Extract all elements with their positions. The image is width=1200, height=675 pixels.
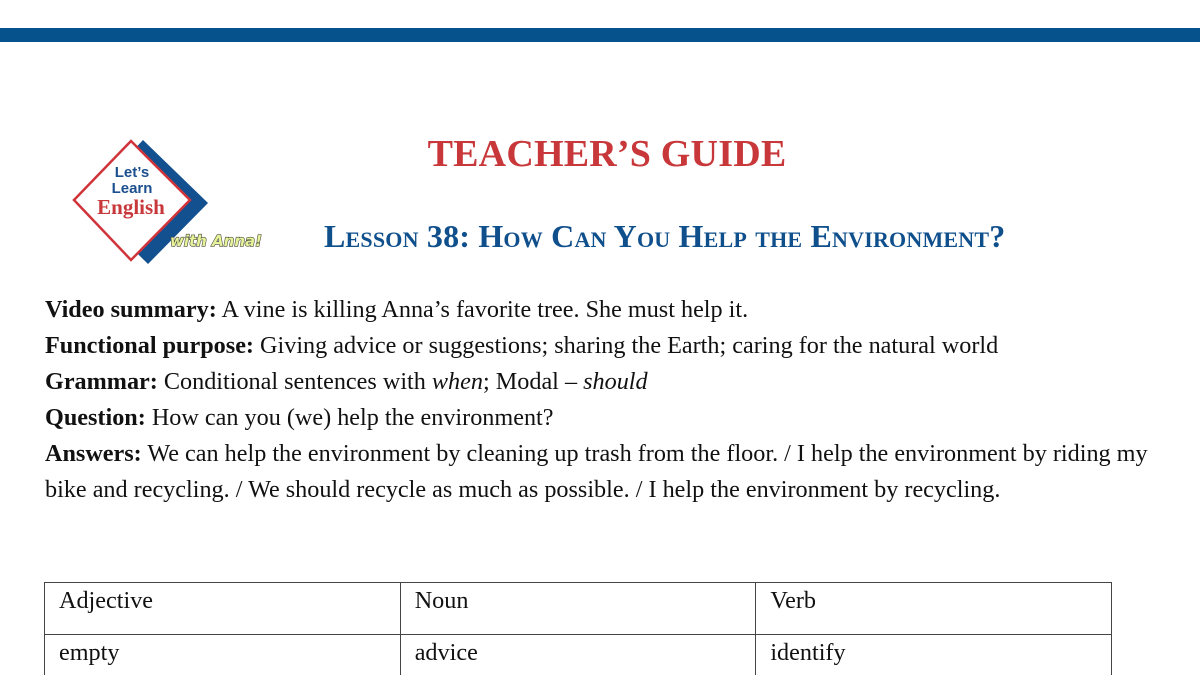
video-summary — [45, 292, 1170, 328]
question — [45, 400, 1170, 436]
cell-noun: advice — [400, 635, 756, 675]
lesson-details — [45, 292, 1170, 508]
vocabulary-table — [44, 582, 1112, 675]
cell-verb: identify — [756, 635, 1112, 675]
logo-line3: English — [97, 195, 165, 219]
grammar-label: Grammar: — [45, 368, 158, 395]
cell-adjective: empty — [45, 635, 401, 675]
header-verb: Verb — [756, 583, 1112, 635]
question-text: How can you (we) help the environment? — [145, 404, 554, 431]
grammar-italic-should: should — [583, 368, 648, 395]
table-row — [45, 635, 1112, 675]
functional-purpose — [45, 328, 1170, 364]
table-header-row — [45, 583, 1112, 635]
grammar-text-b: ; Modal – — [482, 368, 584, 395]
video-summary-label: Video summary: — [45, 296, 217, 323]
header-bar — [0, 28, 1200, 42]
lesson-title: Lesson 38: How Can You Help the Environment? — [324, 218, 1006, 254]
functional-purpose-label: Functional purpose: — [45, 332, 254, 359]
grammar-italic-when: when — [431, 368, 483, 395]
header-adjective: Adjective — [45, 583, 401, 635]
answers — [45, 436, 1170, 508]
functional-purpose-text: Giving advice or suggestions; sharing the Earth; caring for the natural world — [253, 332, 999, 359]
header-noun: Noun — [400, 583, 756, 635]
logo-tagline: with Anna! — [170, 232, 262, 250]
grammar-text-a: Conditional sentences with — [157, 368, 432, 395]
document-title: TEACHER’S GUIDE — [427, 133, 787, 175]
answers-label: Answers: — [45, 440, 142, 467]
grammar — [45, 364, 1170, 400]
logo-line1: Let’s — [114, 164, 150, 181]
answers-text: We can help the environment by cleaning up trash from the floor. / I help the environment by riding my bike and recycling. / We should recycle as much as possible. / I help the environment by recycling. — [45, 440, 1148, 503]
video-summary-text: A vine is killing Anna’s favorite tree. She must help it. — [216, 296, 749, 323]
question-label: Question: — [45, 404, 146, 431]
logo-line2: Learn — [111, 180, 153, 197]
